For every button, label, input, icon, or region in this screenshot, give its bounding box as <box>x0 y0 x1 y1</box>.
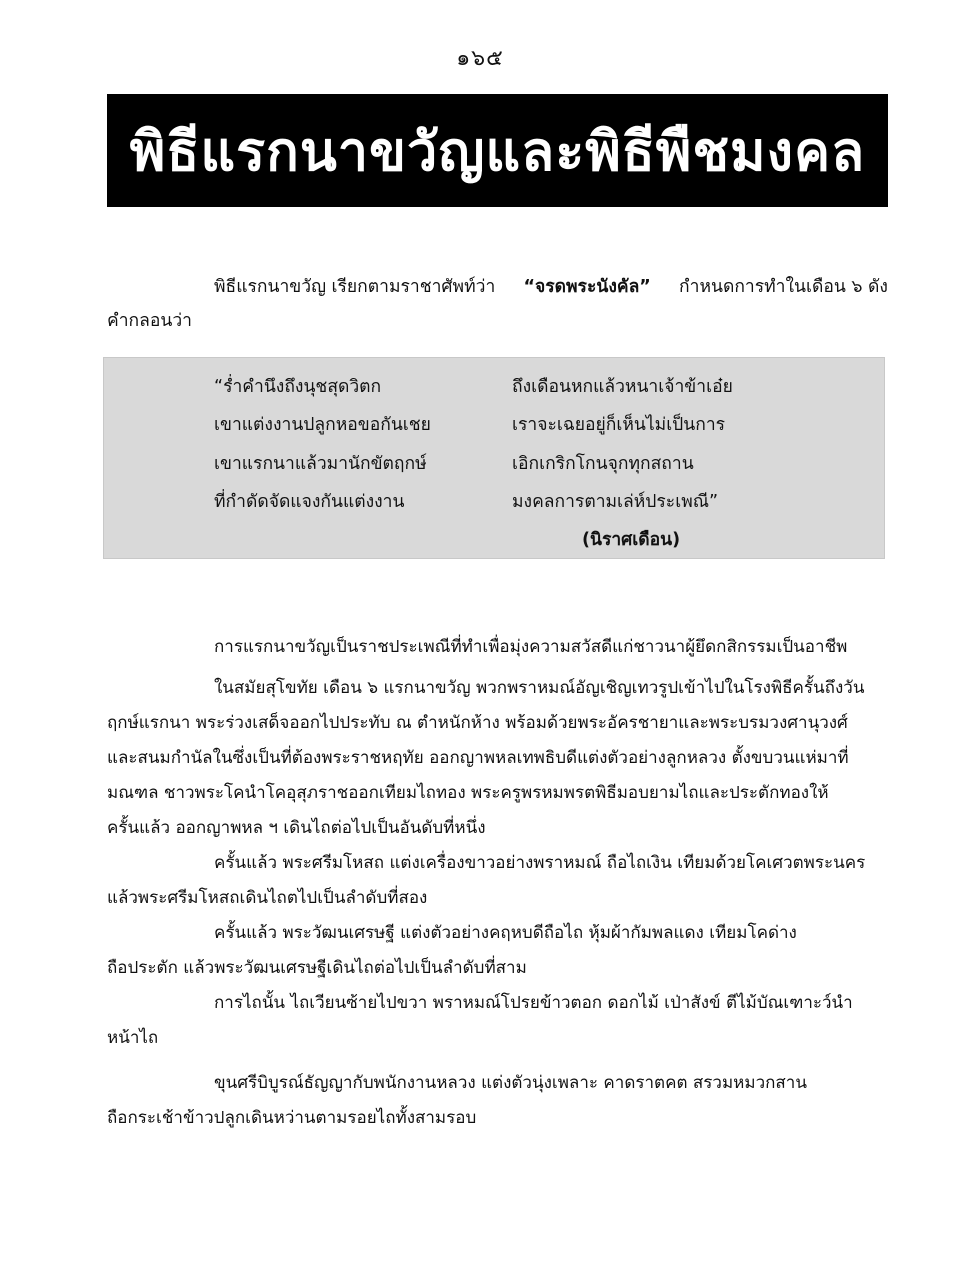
intro-royal-term: “จรดพระนังคัล” <box>523 277 651 297</box>
paragraph-line: ถือกระเช้าข้าวปลูกเดินหว่านตามรอยไถทั้งสามรอบ <box>107 1108 477 1128</box>
poem-line: “ร่ำคำนึงถึงนุชสุดวิตก <box>214 377 382 397</box>
body-text <box>107 630 888 1136</box>
paragraph-line: ฤกษ์แรกนา พระร่วงเสด็จออกไปประทับ ณ ตำหนักห้าง พร้อมด้วยพระอัครชายาและพระบรมวงศานุวงศ์ <box>107 713 848 733</box>
poem-line: เอิกเกริกโกนจุกทุกสถาน <box>512 454 694 474</box>
poem-box <box>103 357 885 559</box>
paragraph-line: ในสมัยสุโขทัย เดือน ๖ แรกนาขวัญ พวกพราหมณ์อัญเชิญเทวรูปเข้าไปในโรงพิธีครั้นถึงวัน <box>214 678 865 698</box>
intro-line-2: คำกลอนว่า <box>107 311 192 331</box>
paragraph-line: แล้วพระศรีมโหสถเดินไถตไปเป็นลำดับที่สอง <box>107 888 428 908</box>
paragraph-line: ครั้นแล้ว พระวัฒนเศรษฐี แต่งตัวอย่างคฤหบดีถือไถ หุ้มผ้ากัมพลแดง เทียมโคด่าง <box>214 923 797 943</box>
poem-line: มงคลการตามเล่ห์ประเพณี” <box>512 492 719 512</box>
paragraph <box>107 630 888 665</box>
paragraph-line: ขุนศรีบิบูรณ์ธัญญากับพนักงานหลวง แต่งตัวนุ่งเพลาะ คาดราตคต สรวมหมวกสาน <box>214 1073 807 1093</box>
poem-line: ที่กำดัดจัดแจงกันแต่งงาน <box>214 492 405 512</box>
poem-line: เขาแรกนาแล้วมานักขัตฤกษ์ <box>214 454 427 474</box>
paragraph-line: หน้าไถ <box>107 1028 159 1048</box>
intro-paragraph <box>107 270 888 338</box>
paragraph-line: ถือประตัก แล้วพระวัฒนเศรษฐีเดินไถต่อไปเป็นลำดับที่สาม <box>107 958 527 978</box>
page-number: ๑๖๕ <box>456 46 504 71</box>
paragraph-line: การไถนั้น ไถเวียนซ้ายไปขวา พราหมณ์โปรยข้าวตอก ดอกไม้ เป่าสังข์ ตีไม้บัณเฑาะว์นำ <box>214 993 853 1013</box>
title-banner <box>107 94 888 207</box>
paragraph-line: และสนมกำนัลในซึ่งเป็นที่ต้องพระราชหฤทัย ออกญาพหลเทพธิบดีแต่งตัวอย่างลูกหลวง ตั้งขบวนแห่มาที่ <box>107 748 849 768</box>
paragraph <box>107 671 888 846</box>
paragraph <box>107 916 888 986</box>
paragraph <box>107 846 888 916</box>
poem-source: (นิราศเดือน) <box>582 530 681 550</box>
poem-line: ถึงเดือนหกแล้วหนาเจ้าข้าเอ๋ย <box>512 377 733 397</box>
poem-line: เราจะเฉยอยู่ก็เห็นไม่เป็นการ <box>512 415 726 435</box>
intro-line-1 <box>107 270 888 304</box>
paragraph-line: มณฑล ชาวพระโคนำโคอุสุภราชออกเทียมไถทอง พระครูพรหมพรตพิธีมอบยามไถและประตักทองให้ <box>107 783 829 803</box>
page-title: พิธีแรกนาขวัญและพิธีพืชมงคล <box>129 119 866 183</box>
paragraph <box>107 986 888 1056</box>
intro-text-a: พิธีแรกนาขวัญ เรียกตามราชาศัพท์ว่า <box>214 277 496 297</box>
paragraph <box>107 1066 888 1136</box>
paragraph-line: ครั้นแล้ว ออกญาพหล ฯ เดินไถต่อไปเป็นอันดับที่หนึ่ง <box>107 818 486 838</box>
intro-text-b: กำหนดการทำในเดือน ๖ ดัง <box>679 277 888 297</box>
paragraph-line: ครั้นแล้ว พระศรีมโหสถ แต่งเครื่องขาวอย่างพราหมณ์ ถือไถเงิน เทียมด้วยโคเศวตพระนคร <box>214 853 866 873</box>
paragraph-line: การแรกนาขวัญเป็นราชประเพณีที่ทำเพื่อมุ่งความสวัสดีแก่ชาวนาผู้ยึดกสิกรรมเป็นอาชีพ <box>214 637 848 657</box>
poem-line: เขาแต่งงานปลูกหอขอกันเชย <box>214 415 431 435</box>
